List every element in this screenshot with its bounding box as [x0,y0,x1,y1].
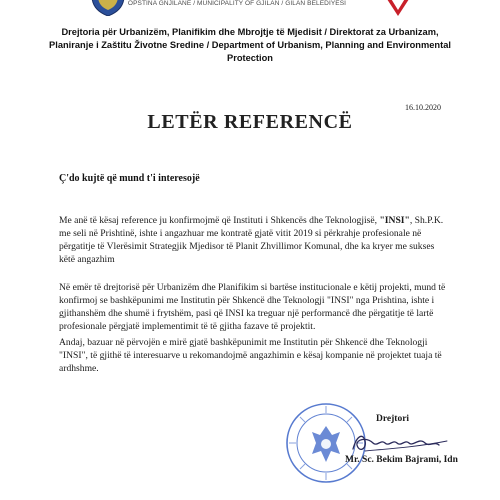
municipality-header-text: OPŠTINA GNJILANE / MUNICIPALITY OF GJILAN / GILAN BELEDIYESI [127,0,347,7]
paragraph-3: Andaj, bazuar në përvojën e mirë gjatë bashkëpunimit me Institutin për Shkencë dhe Teknologji "INSI", të gjithë të interesuarve u rekomandojmë angazhimin e kësaj kompanie në projektet tuaja të ardhshme. [59,337,442,374]
paragraph-1-text-a: Me anë të kësaj reference ju konfirmojmë që Instituti i Shkencës dhe Teknologjisë, [59,215,380,226]
department-heading: Drejtoria për Urbanizëm, Planifikim dhe Mbrojtje të Mjedisit / Direktorat za Urbanizam, Planiranje i Zaštitu Životne Sredine / Department of Urbanism, Planning and Environmental Protection [49,27,451,63]
paragraph-1-insi: "INSI" [379,215,410,226]
page-title: LETËR REFERENCË [147,111,353,133]
paragraph-2: Në emër të drejtorisë për Urbanizëm dhe Planifikim si bartëse institucionale e këtij projekti, mund të konfirmoj se bashkëpunimi me Institutin për Shkencë dhe Teknologji "INSI" nga Prishtina, ishte i gjithanshëm dhe shumë i frytshëm, pasi që INSI ka treguar një performancë dhe përgatitje të lartë profesionale përgjatë implementimit të të gjitha fazave të projektit. [59,282,446,332]
paragraph-1-text-b: , Sh.P.K. me seli në Prishtinë, ishte i angazhuar me kontratë gjatë vitit 2019 si përkrahje profesionale në përgatitje të Vlerësimit Strategjik Mjedisor të Planit Zhvillimor Komunal, dhe ka kryer me sukses këtë angazhim [59,215,444,265]
letter-date: 16.10.2020 [405,103,441,112]
director-name: Mr. Sc. Bekim Bajrami, Idn [345,455,458,465]
letter-greeting: Ç'do kujtë që mund t'i interesojë [59,173,200,184]
paragraph-1 [59,214,449,266]
director-title: Drejtori [376,414,410,424]
handwritten-signature-icon [347,427,457,457]
municipality-crest-icon [383,0,413,16]
